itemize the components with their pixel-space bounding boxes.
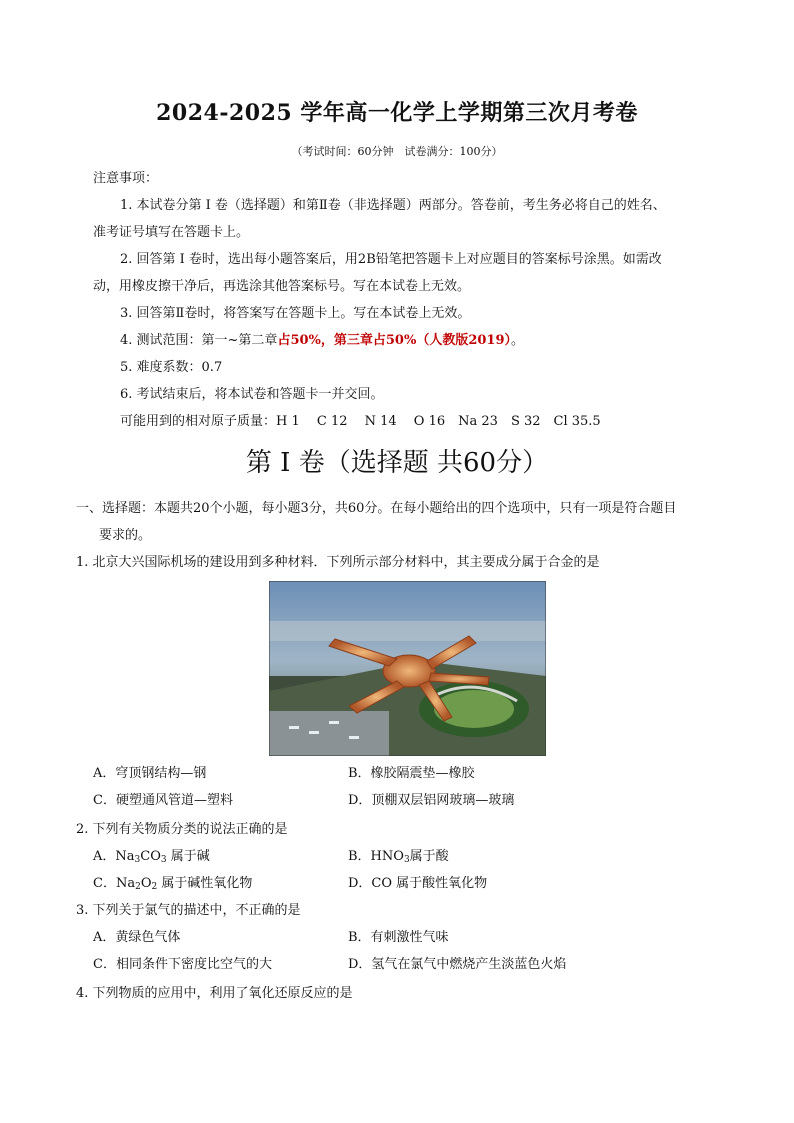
q1-stem: 1. 北京大兴国际机场的建设用到多种材料．下列所示部分材料中，其主要成分属于合金的是 xyxy=(76,555,600,570)
exam-title: 2024-2025 学年高一化学上学期第三次月考卷 xyxy=(156,100,638,126)
instructions-line-2: 要求的。 xyxy=(99,528,152,543)
q2-a-sub-1: 3 xyxy=(134,855,141,865)
q2-b-sub-1: 3 xyxy=(403,855,410,865)
q1-option-b: B．橡胶隔震垫—橡胶 xyxy=(348,766,475,781)
note-4-suffix: 。 xyxy=(511,333,525,348)
q3-stem: 3. 下列关于氯气的描述中，不正确的是 xyxy=(76,903,301,918)
q1-option-d: D．顶棚双层铝网玻璃—玻璃 xyxy=(348,793,515,808)
exam-subtitle: （考试时间：60分钟 试卷满分：100分） xyxy=(291,145,503,158)
q2-stem: 2. 下列有关物质分类的说法正确的是 xyxy=(76,822,288,837)
note-4-prefix: 4. 测试范围：第一~第二章 xyxy=(120,333,278,348)
q2-option-c xyxy=(93,875,252,896)
notes-heading: 注意事项： xyxy=(93,171,159,186)
note-6: 6. 考试结束后，将本试卷和答题卡一并交回。 xyxy=(120,387,384,402)
q2-c-sub-1: 2 xyxy=(135,882,141,892)
q1-option-c: C．硬塑通风管道—塑料 xyxy=(93,793,233,808)
q2-a-text-3: 属于碱 xyxy=(166,849,210,864)
q2-option-b xyxy=(348,848,449,869)
q2-option-a xyxy=(93,848,210,869)
q3-option-c: C．相同条件下密度比空气的大 xyxy=(93,957,272,972)
instructions-line-1: 一、选择题：本题共20个小题，每小题3分，共60分。在每小题给出的四个选项中，只有一项是符合题目 xyxy=(76,501,677,516)
q2-a-text-1: A．Na xyxy=(93,849,135,864)
note-1-line-1: 1. 本试卷分第 I 卷（选择题）和第Ⅱ卷（非选择题）两部分。答卷前，考生务必将自己的姓名、 xyxy=(120,198,666,213)
note-3: 3. 回答第Ⅱ卷时，将答案写在答题卡上。写在本试卷上无效。 xyxy=(120,306,471,321)
section-title: 第 I 卷（选择题 共60分） xyxy=(245,448,549,478)
q3-option-b: B．有刺激性气味 xyxy=(348,930,449,945)
q2-b-text-1: B．HNO xyxy=(348,849,404,864)
note-4-highlight: 占50%，第三章占50%（人教版2019） xyxy=(277,333,512,348)
atomic-masses: 可能用到的相对原子质量：H 1 C 12 N 14 O 16 Na 23 S 32 Cl 35.5 xyxy=(120,414,601,429)
note-2-line-2: 动，用橡皮擦干净后，再选涂其他答案标号。写在本试卷上无效。 xyxy=(93,279,471,294)
q2-a-sub-2: 3 xyxy=(160,855,167,865)
note-5: 5. 难度系数：0.7 xyxy=(120,360,223,375)
q2-c-text-2: O xyxy=(140,876,152,891)
q1-option-a: A．穹顶钢结构—钢 xyxy=(93,766,207,781)
q2-option-d: D．CO 属于酸性氧化物 xyxy=(348,876,488,891)
q2-a-text-2: CO xyxy=(140,849,161,864)
q2-c-text-1: C．Na xyxy=(93,876,136,891)
q2-b-text-2: 属于酸 xyxy=(409,849,449,864)
note-1-line-2: 准考证号填写在答题卡上。 xyxy=(93,225,250,240)
q4-stem: 4. 下列物质的应用中，利用了氧化还原反应的是 xyxy=(76,986,353,1001)
note-2-line-1: 2. 回答第 I 卷时，选出每小题答案后，用2B铅笔把答题卡上对应题目的答案标号涂黑。如需改 xyxy=(120,252,662,267)
q2-c-sub-2: 2 xyxy=(151,882,158,892)
q3-option-a: A．黄绿色气体 xyxy=(93,930,181,945)
q3-option-d: D．氢气在氯气中燃烧产生淡蓝色火焰 xyxy=(348,957,567,972)
note-4 xyxy=(120,332,524,350)
airport-photo xyxy=(269,581,546,756)
q2-c-text-3: 属于碱性氧化物 xyxy=(157,876,253,891)
